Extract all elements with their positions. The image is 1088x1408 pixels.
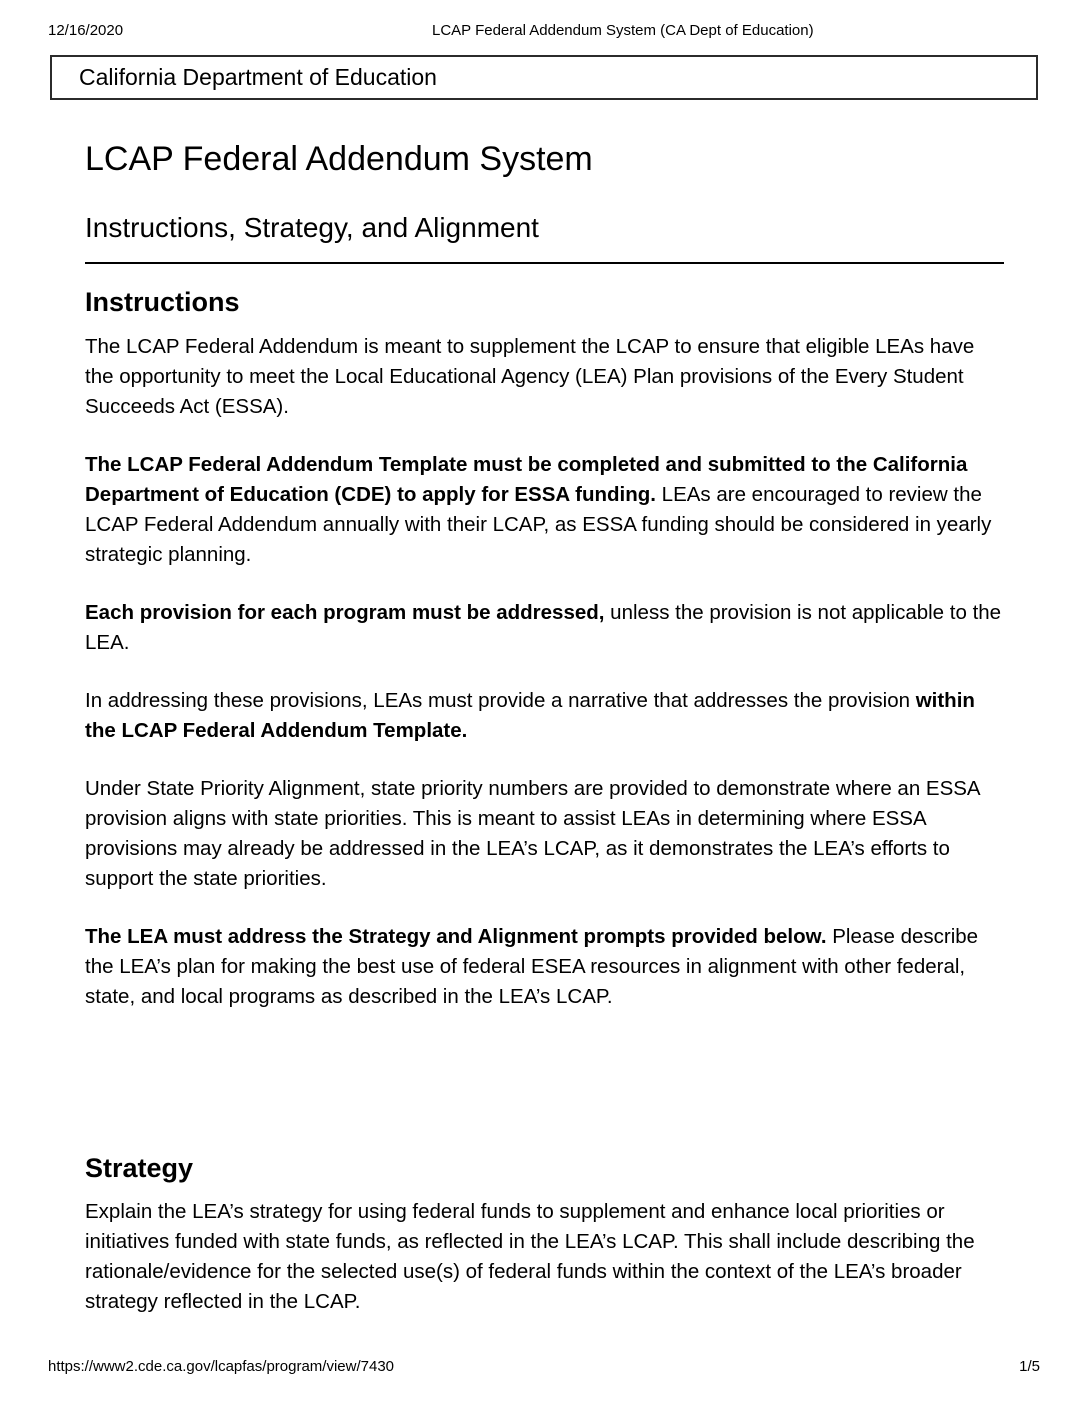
footer-page-number: 1/5 [1019, 1358, 1040, 1375]
section-strategy [85, 1152, 1004, 1317]
strategy-paragraph: Explain the LEA’s strategy for using federal funds to supplement and enhance local priorities or initiatives funded with state funds, as reflected in the LEA’s LCAP. This shall include describing the rationale/evidence for the selected use(s) of federal funds within the context of the LEA’s broader strategy reflected in the LCAP. [85, 1200, 975, 1314]
instructions-paragraph: The LEA must address the Strategy and Alignment prompts provided below. Please describe the LEA’s plan for making the best use of federal ESEA resources in alignment with other federal, state, and local programs as described in the LEA’s LCAP. [85, 924, 979, 1008]
section-instructions [85, 286, 1004, 1011]
page-title: LCAP Federal Addendum System [85, 140, 593, 178]
print-document-title: LCAP Federal Addendum System (CA Dept of Education) [432, 22, 814, 39]
site-banner-title: California Department of Education [79, 64, 437, 90]
instructions-paragraph: Under State Priority Alignment, state priority numbers are provided to demonstrate where an ESSA provision aligns with state priorities. This is meant to assist LEAs in determining where ESSA provisions may already be addressed in the LEA’s LCAP, as it demonstrates the LEA’s efforts to support the state priorities. [85, 776, 980, 890]
print-footer [48, 1358, 1040, 1377]
strategy-heading: Strategy [85, 1152, 194, 1183]
page-subtitle: Instructions, Strategy, and Alignment [85, 211, 539, 243]
instructions-paragraph: The LCAP Federal Addendum Template must be completed and submitted to the California Department of Education (CDE) to apply for ESSA funding. LEAs are encouraged to review the LCAP Federal Addendum annually with their LCAP, as ESSA funding should be considered in yearly strategic planning. [85, 452, 992, 566]
print-date: 12/16/2020 [48, 22, 124, 39]
footer-url: https://www2.cde.ca.gov/lcapfas/program/view/7430 [48, 1358, 395, 1375]
instructions-paragraph: In addressing these provisions, LEAs must provide a narrative that addresses the provision within the LCAP Federal Addendum Template. [85, 688, 975, 742]
instructions-heading: Instructions [85, 287, 240, 318]
instructions-paragraph: The LCAP Federal Addendum is meant to supplement the LCAP to ensure that eligible LEAs have the opportunity to meet the Local Educational Agency (LEA) Plan provisions of the Every Student Succeeds Act (ESSA). [85, 334, 975, 418]
instructions-paragraph: Each provision for each program must be addressed, unless the provision is not applicable to the LEA. [85, 600, 1002, 654]
title-divider [85, 262, 1004, 264]
document-content [85, 0, 1004, 1345]
